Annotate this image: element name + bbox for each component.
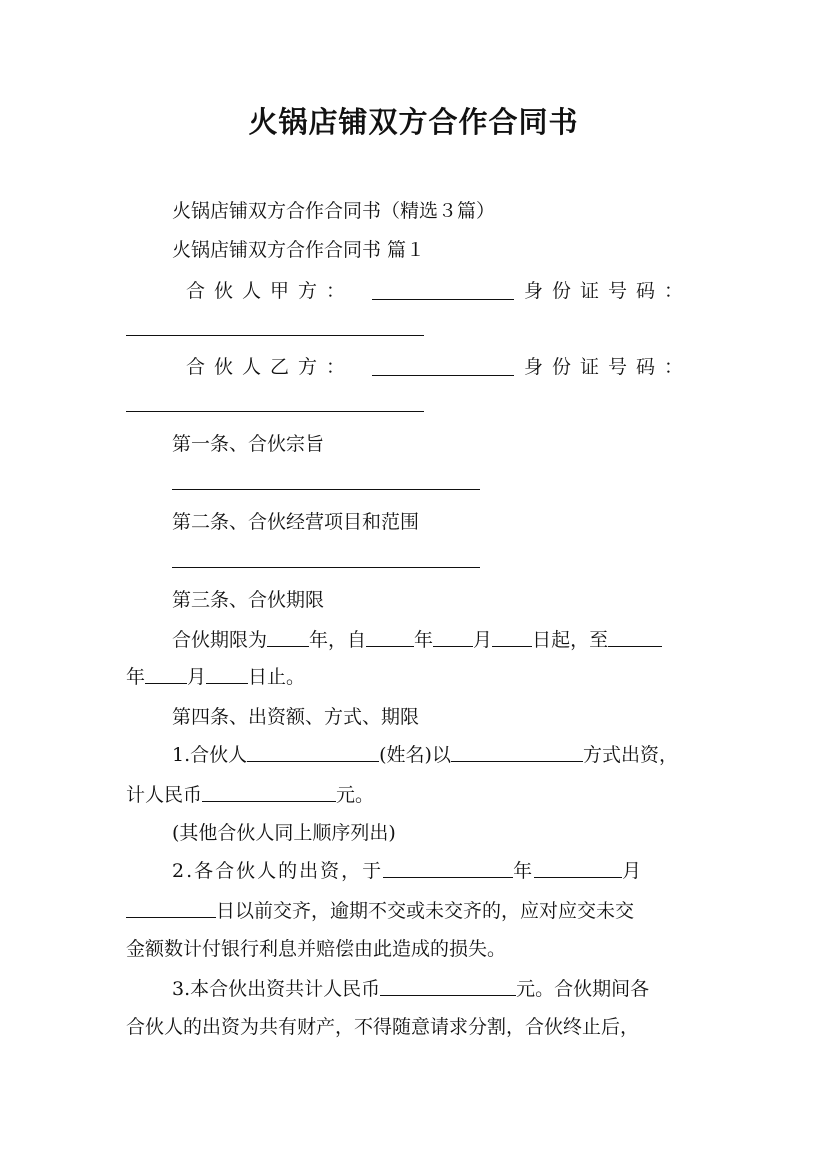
clause-text: 月 bbox=[622, 860, 644, 882]
end-month-blank bbox=[145, 665, 187, 684]
clause-2-line-1 bbox=[172, 858, 643, 884]
clause-text: 3.本合伙出资共计人民币 bbox=[172, 978, 381, 1000]
clause-text: 元。合伙期间各 bbox=[516, 978, 650, 1000]
term-text: 合伙期限为 bbox=[172, 629, 268, 651]
term-line-1 bbox=[172, 627, 662, 653]
due-year-blank bbox=[383, 859, 513, 878]
term-text: 年 bbox=[414, 629, 434, 651]
contribution-amount-blank bbox=[202, 783, 336, 802]
due-day-blank bbox=[126, 899, 216, 918]
clause-text: 方式出资， bbox=[582, 744, 678, 766]
clause-1-line-1 bbox=[172, 742, 678, 768]
clause-2-line-3: 金额数计付银行利息并赔偿由此造成的损失。 bbox=[126, 938, 507, 960]
article-1-blank bbox=[172, 471, 480, 490]
due-month-blank bbox=[534, 859, 622, 878]
party-a-id-blank bbox=[126, 317, 424, 336]
article-1-heading: 第一条、合伙宗旨 bbox=[172, 433, 325, 455]
clause-3-line-1 bbox=[172, 976, 649, 1002]
start-year-blank bbox=[366, 628, 414, 647]
term-text: 月 bbox=[187, 666, 207, 688]
start-month-blank bbox=[433, 628, 473, 647]
clause-text: 年 bbox=[513, 860, 535, 882]
party-b-name-blank bbox=[372, 357, 514, 376]
clause-3-line-2: 合伙人的出资为共有财产，不得随意请求分割，合伙终止后， bbox=[126, 1016, 640, 1038]
clause-1-note: (其他合伙人同上顺序列出) bbox=[172, 822, 396, 844]
partner-name-blank bbox=[247, 743, 379, 762]
article-4-heading: 第四条、出资额、方式、期限 bbox=[172, 706, 420, 728]
clause-text: 日以前交齐，逾期不交或未交齐的，应对应交未交 bbox=[216, 900, 635, 922]
term-text: 月 bbox=[473, 629, 493, 651]
clause-text: 计人民币 bbox=[126, 784, 203, 806]
clause-2-line-2 bbox=[126, 898, 634, 924]
intro-line-2: 火锅店铺双方合作合同书 篇１ bbox=[172, 239, 426, 261]
clause-1-line-2 bbox=[126, 782, 374, 808]
term-text: 年，自 bbox=[309, 629, 367, 651]
end-year-blank bbox=[608, 628, 662, 647]
party-b-id-label: 身份证号码： bbox=[524, 356, 693, 378]
clause-text: 2.各合伙人的出资，于 bbox=[172, 860, 384, 882]
term-text: 日起，至 bbox=[532, 629, 609, 651]
term-years-blank bbox=[267, 628, 309, 647]
start-day-blank bbox=[492, 628, 532, 647]
article-2-heading: 第二条、合伙经营项目和范围 bbox=[172, 511, 420, 533]
term-text: 年 bbox=[126, 666, 146, 688]
total-amount-blank bbox=[380, 977, 516, 996]
term-line-2 bbox=[126, 664, 305, 690]
end-day-blank bbox=[206, 665, 248, 684]
article-3-heading: 第三条、合伙期限 bbox=[172, 589, 325, 611]
party-a-label: 合伙人甲方： bbox=[186, 280, 355, 302]
term-text: 日止。 bbox=[248, 666, 306, 688]
party-a-name-blank bbox=[372, 281, 514, 300]
article-2-blank bbox=[172, 549, 480, 568]
party-b-label: 合伙人乙方： bbox=[186, 356, 355, 378]
clause-text: (姓名)以 bbox=[379, 744, 451, 766]
clause-text: 1.合伙人 bbox=[172, 744, 248, 766]
contribution-method-blank bbox=[451, 743, 583, 762]
document-title: 火锅店铺双方合作合同书 bbox=[248, 105, 579, 139]
party-a-id-label: 身份证号码： bbox=[524, 280, 693, 302]
clause-text: 元。 bbox=[336, 784, 375, 806]
party-b-id-blank bbox=[126, 393, 424, 412]
intro-line-1: 火锅店铺双方合作合同书（精选３篇） bbox=[172, 200, 496, 222]
